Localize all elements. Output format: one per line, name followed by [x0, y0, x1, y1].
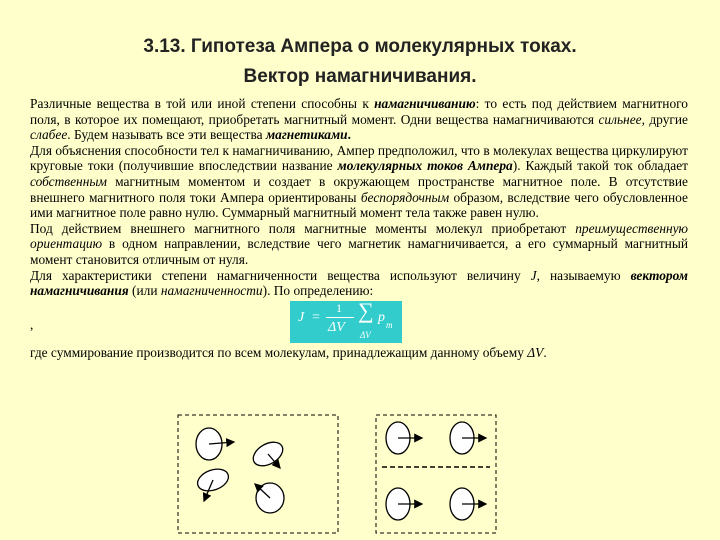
molecule-current-4: [255, 483, 284, 513]
p4-text-2: , называемую: [536, 267, 631, 283]
summation-text: где суммирование производится по всем молекулам, принадлежащим данному объему: [30, 344, 528, 360]
molecule-current-2: [249, 437, 287, 470]
term-magnetization: намагничиванию: [374, 96, 476, 111]
slide-body: [30, 96, 688, 360]
p1-text: Различные вещества в той или иной степени способны к: [30, 96, 375, 111]
term-preferred-orientation: преимущественную ориентацию: [30, 220, 688, 252]
p3-text-2: в одном направлении, вследствие чего магнетик намагничивается, а его суммарный магнитный момент становится отличным от нуля.: [30, 236, 688, 267]
formula-term-subscript: m: [386, 319, 393, 330]
p1-text-3: , другие: [641, 111, 688, 127]
p4-text: Для характеристики степени намагниченности вещества используют величину: [30, 267, 531, 283]
term-magnetics: магнетиками: [265, 127, 348, 143]
formula-sum: ∑: [358, 297, 374, 323]
formula-eq: =: [312, 309, 320, 325]
paragraph-1: [30, 96, 688, 143]
formula-term: p: [378, 309, 385, 325]
aligned-current-3: [386, 488, 422, 520]
term-ampere-currents: молекулярных токов Ампера: [337, 158, 513, 174]
p3-text: Под действием внешнего магнитного поля магнитные моменты молекул приобретают: [30, 220, 576, 236]
term-magnetization-vector: вектором намагничивания: [30, 267, 688, 299]
p2-text-3: магнитным моментом и создает в окружающем пространстве магнитное поле. В отсутствие внешнего магнитного поля токи Ампера ориентированы: [30, 173, 688, 205]
formula-box: [290, 297, 402, 343]
p4-text-4: ). По определению:: [262, 283, 374, 299]
symbol-J: J: [530, 267, 537, 283]
moment-diagrams: [0, 412, 720, 540]
fraction-bar: [326, 317, 354, 318]
paragraph-4: [30, 268, 688, 299]
formula-denominator: ΔV: [328, 319, 345, 335]
p1-end: .: [347, 127, 351, 143]
term-weaker: слабее: [30, 127, 68, 143]
title-line-2: Вектор намагничивания.: [243, 66, 477, 87]
term-stronger: сильнее: [598, 111, 642, 127]
p1-text-4: . Будем называть все эти вещества: [67, 127, 266, 143]
term-own: собственным: [30, 173, 107, 189]
comma: ,: [30, 316, 34, 332]
aligned-current-2: [450, 422, 486, 454]
summation-end: .: [543, 344, 547, 360]
p2-text: Для объяснения способности тел к намагничиванию, Ампер предположил, что в молекулах вещества циркулируют круговые токи (получившие впоследствии название: [30, 142, 688, 174]
p2-text-2: ). Каждый такой ток обладает: [512, 158, 688, 174]
formula-row: [30, 297, 688, 345]
formula-numerator: 1: [336, 300, 342, 315]
aligned-current-1: [386, 422, 422, 454]
p4-text-3: (или: [128, 283, 161, 299]
paragraph-3: [30, 221, 688, 268]
title-line-1: 3.13. Гипотеза Ампера о молекулярных токах.: [143, 36, 577, 57]
molecule-current-3: [195, 465, 232, 501]
paragraph-2: [30, 143, 688, 221]
p2-text-4: образом, вследствие чего обусловленное ими магнитное поле равно нулю. Суммарный магнитный момент тела также равен нулю.: [30, 189, 688, 221]
formula-lhs: J: [298, 309, 305, 325]
illustrations: [0, 412, 720, 540]
symbol-delta-v: ΔV: [527, 344, 544, 360]
slide-title: [0, 32, 720, 92]
formula-sum-subscript: ΔV: [360, 329, 371, 340]
p1-text-2: : то есть под действием магнитного поля, в которое их помещают, приобретать магнитный момент. Одни вещества намагничиваются: [30, 96, 689, 127]
term-random: беспорядочным: [360, 189, 450, 205]
aligned-current-4: [450, 488, 486, 520]
molecule-current-1: [196, 428, 234, 460]
summation-note: [30, 345, 688, 361]
term-magnetization-alt: намагниченности: [160, 283, 263, 299]
